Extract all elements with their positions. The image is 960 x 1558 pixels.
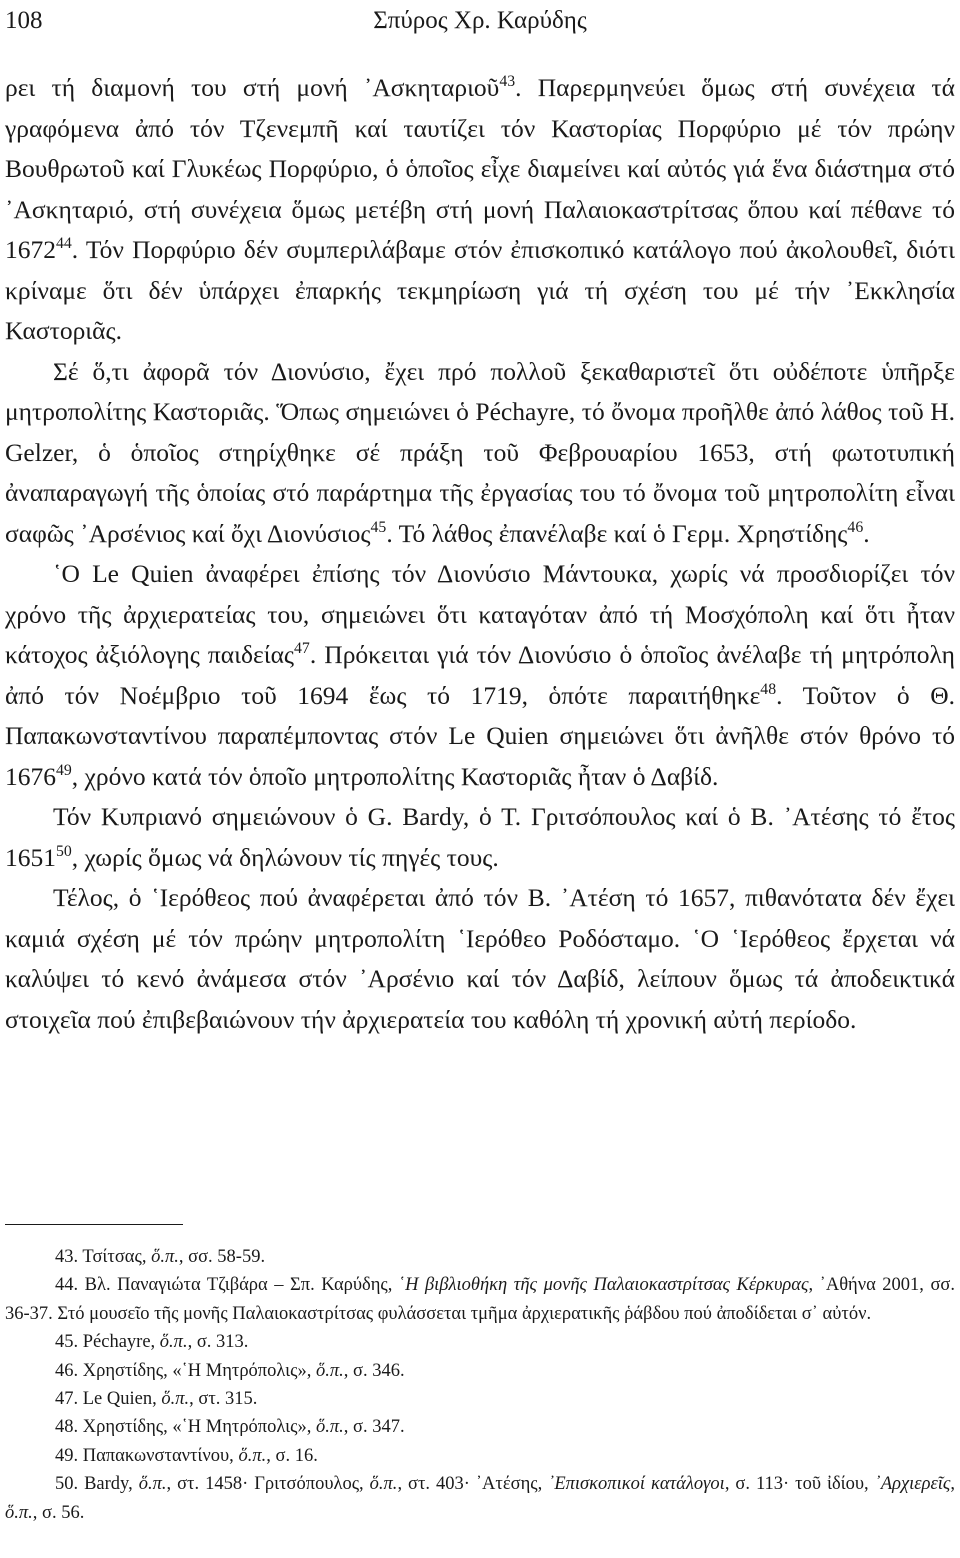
footnote: 47. Le Quien, ὅ.π., στ. 315. xyxy=(55,1389,258,1410)
footnote-separator xyxy=(5,1224,183,1225)
footnote-reference: 49 xyxy=(56,761,72,779)
italic-text: ὅ.π. xyxy=(238,1445,267,1466)
text-run: , χρόνο κατά τόν ὁποῖο μητροπολίτης Καστοριᾶς ἦταν ὁ Δαβίδ. xyxy=(71,761,719,791)
text-run: , στ. 1458· Γριτσόπουλος, xyxy=(166,1474,370,1495)
body-paragraph xyxy=(5,878,955,1040)
italic-text: ὅ.π. xyxy=(315,1417,344,1438)
footnote-number: 47 xyxy=(55,1389,74,1410)
text-run: Παπακωνσταντίνου, xyxy=(82,1445,239,1466)
footnote-number: 48 xyxy=(55,1417,74,1438)
italic-text: ῾Η βιβλιοθήκη τῆς μονῆς Παλαιοκαστρίτσας Κέρκυρας xyxy=(398,1275,809,1296)
italic-text: ὅ.π. xyxy=(159,1332,188,1353)
text-run: Χρηστίδης, «῾Η Μητρόπολις», xyxy=(82,1417,316,1438)
footnote-reference: 48 xyxy=(760,680,777,698)
italic-text: ὅ.π. xyxy=(151,1247,179,1267)
text-run: , σ. 346. xyxy=(343,1360,405,1381)
footnote-number: 43 xyxy=(55,1247,74,1267)
italic-text: ὅ.π. xyxy=(5,1502,33,1523)
text-run: ρει τή διαμονή του στή μονή ᾿Ασκηταριοῦ xyxy=(5,73,500,102)
running-head: Σπύρος Χρ. Καρύδης xyxy=(373,7,587,34)
text-run: , στ. 315. xyxy=(189,1389,258,1410)
body-paragraph xyxy=(5,797,955,878)
footnote-number: 49 xyxy=(55,1445,74,1466)
text-run: Βλ. Παναγιώτα Τζιβάρα – Σπ. Καρύδης, xyxy=(84,1275,399,1296)
footnote-reference: 46 xyxy=(847,518,864,536)
footnote-reference: 44 xyxy=(56,235,72,253)
footnote: 46. Χρηστίδης, «῾Η Μητρόπολις», ὅ.π., σ. 346. xyxy=(55,1360,405,1381)
footnote-reference: 47 xyxy=(294,640,310,658)
text-run: . Τό λάθος ἐπανέλαβε καί ὁ Γερμ. Χρηστίδης xyxy=(386,518,848,548)
page-header xyxy=(5,4,955,38)
italic-text: ᾿Επισκοπικοί κατάλογοι xyxy=(548,1474,725,1495)
text-run: , στ. 403· ᾿Ατέσης, xyxy=(397,1474,549,1495)
text-run: , σ. 313. xyxy=(187,1332,249,1353)
footnote-number: 50 xyxy=(55,1474,74,1495)
italic-text: ὅ.π. xyxy=(161,1389,190,1410)
footnote: 44. Βλ. Παναγιώτα Τζιβάρα – Σπ. Καρύδης, ῾Η βιβλιοθήκη τῆς μονῆς Παλαιοκαστρίτσας Κέρκυρας, ᾿Αθήνα 2001, σσ. 36-37. Στό μουσεῖο τῆς μονῆς Παλαιοκαστρίτσας φυλάσσεται τμῆμα ἀρχιερατικῆς ῥάβδου πού ἀποδίδεται σ᾿ αὐτόν. xyxy=(5,1275,956,1324)
footnote: 48. Χρηστίδης, «῾Η Μητρόπολις», ὅ.π., σ. 347. xyxy=(55,1417,405,1438)
text-run: . xyxy=(863,518,870,548)
text-run: . Παρερμηνεύει ὅμως στή συνέχεια τά γραφόμενα ἀπό τόν Τζενεμπῆ καί ταυτίζει τόν Καστορίας Πορφύριο μέ τόν πρώην Βουθρωτοῦ καί Γλυκέως Πορφύριο, ὁ ὁποῖος εἶχε διαμείνει καί αὐτός γιά ἕνα διάστημα στό ᾿Ασκηταριό, στή συνέχεια ὅμως μετέβη στή μονή Παλαιοκαστρίτσας ὅπου καί πέθανε τό 1672 xyxy=(5,73,956,264)
footnote-number: 45 xyxy=(55,1332,74,1353)
body-paragraph xyxy=(5,554,955,797)
text-run: Χρηστίδης, «῾Η Μητρόπολις», xyxy=(82,1360,316,1381)
footnote: 49. Παπακωνσταντίνου, ὅ.π., σ. 16. xyxy=(55,1445,318,1466)
footnote-number: 44 xyxy=(55,1275,74,1296)
italic-text: ὅ.π. xyxy=(138,1474,167,1495)
text-run: , χωρίς ὅμως νά δηλώνουν τίς πηγές τους. xyxy=(71,842,499,872)
text-run: . Τόν Πορφύριο δέν συμπεριλάβαμε στόν ἐπισκοπικό κατάλογο πού ἀκολουθεῖ, διότι κρίναμε ὅτι δέν ὑπάρχει ἐπαρκής τεκμηρίωση γιά τή σχέση του μέ τήν ᾿Εκκλησία Καστοριᾶς. xyxy=(5,235,955,345)
footnote-reference: 43 xyxy=(499,73,516,91)
italic-text: ᾿Αρχιερεῖς xyxy=(874,1474,951,1495)
text-run: . Τοῦτον ὁ Θ. Παπακωνσταντίνου παραπέμποντας στόν Le Quien σημειώνει ὅτι ἀνῆλθε στόν θρόνο τό 1676 xyxy=(5,680,955,791)
italic-text: ὅ.π. xyxy=(369,1474,398,1495)
text-run: . Πρόκειται γιά τόν Διονύσιο ὁ ὁποῖος ἀνέλαβε τή μητρόπολη ἀπό τόν Νοέμβριο τοῦ 1694 ἕως τό 1719, ὁπότε παραιτήθηκε xyxy=(5,640,955,710)
body-paragraph xyxy=(5,352,955,555)
text-run: Τέλος, ὁ ῾Ιερόθεος πού ἀναφέρεται ἀπό τόν Β. ᾿Ατέση τό 1657, πιθανότατα δέν ἔχει καμιά σχέση μέ τόν πρώην μητροπολίτη ῾Ιερόθεο Ροδόσταμο. ῾Ο ῾Ιερόθεος ἔρχεται νά καλύψει τό κενό ἀνάμεσα στόν ᾿Αρσένιο καί τόν Δαβίδ, λείπουν ὅμως τά ἀποδεικτικά στοιχεῖα πού ἐπιβεβαιώνουν τήν ἀρχιερατεία του καθόλη τή χρονική αὐτή περίοδο. xyxy=(5,883,955,1034)
text-run: , σσ. 58-59. xyxy=(178,1247,266,1267)
footnotes xyxy=(5,1243,955,1527)
text-run: , xyxy=(950,1474,956,1495)
footnote: 45. Péchayre, ὅ.π., σ. 313. xyxy=(55,1332,249,1353)
main-text xyxy=(5,68,955,1040)
footnote-reference: 50 xyxy=(56,842,72,860)
body-paragraph xyxy=(5,68,955,352)
text-run: , ᾿Αθήνα 2001, σσ. 36-37. Στό μουσεῖο τῆς μονῆς Παλαιοκαστρίτσας φυλάσσεται τμῆμα ἀρχιερατικῆς ῥάβδου πού ἀποδίδεται σ᾿ αὐτόν. xyxy=(5,1275,956,1324)
text-run: Péchayre, xyxy=(82,1332,160,1353)
text-run: , σ. 16. xyxy=(266,1445,318,1466)
footnote: 43. Τσίτσας, ὅ.π., σσ. 58-59. xyxy=(55,1247,266,1267)
text-run: Τόν Κυπριανό σημειώνουν ὁ G. Bardy, ὁ Τ. Γριτσόπουλος καί ὁ Β. ᾿Ατέσης τό ἔτος 1651 xyxy=(5,802,955,872)
footnote-reference: 45 xyxy=(370,518,387,536)
text-run: Σέ ὅ,τι ἀφορᾶ τόν Διονύσιο, ἔχει πρό πολλοῦ ξεκαθαριστεῖ ὅτι οὐδέποτε ὑπῆρξε μητροπολίτης Καστοριᾶς. Ὅπως σημειώνει ὁ Péchayre, τό ὄνομα προῆλθε ἀπό λάθος τοῦ H. Gelzer, ὁ ὁποῖος στηρίχθηκε σέ πράξη τοῦ Φεβρουαρίου 1653, στή φωτοτυπική ἀναπαραγωγή τῆς ὁποίας στό παράρτημα τῆς ἐργασίας του τό ὄνομα τοῦ μητροπολίτη εἶναι σαφῶς ᾿Αρσένιος καί ὄχι Διονύσιος xyxy=(5,356,955,548)
footnote: 50. Bardy, ὅ.π., στ. 1458· Γριτσόπουλος, ὅ.π., στ. 403· ᾿Ατέσης, ᾿Επισκοπικοί κατάλογοι, σ. 113· τοῦ ἰδίου, ᾿Αρχιερεῖς, ὅ.π., σ. 56. xyxy=(5,1474,956,1523)
text-run: Bardy, xyxy=(84,1474,139,1495)
text-run: , σ. 113· τοῦ ἰδίου, xyxy=(724,1474,875,1495)
text-run: Le Quien, xyxy=(82,1389,162,1410)
text-run: , σ. 347. xyxy=(343,1417,405,1438)
text-run: ῾Ο Le Quien ἀναφέρει ἐπίσης τόν Διονύσιο Μάντουκα, χωρίς νά προσδιορίζει τόν χρόνο τῆς ἀρχιερατείας του, σημειώνει ὅτι καταγόταν ἀπό τή Μοσχόπολη καί ὅτι ἦταν κάτοχος ἀξιόλογης παιδείας xyxy=(5,559,955,669)
italic-text: ὅ.π. xyxy=(315,1360,344,1381)
page-number: 108 xyxy=(5,7,43,34)
text-run: , σ. 56. xyxy=(32,1502,85,1523)
footnote-number: 46 xyxy=(55,1360,74,1381)
text-run: Τσίτσας, xyxy=(82,1247,152,1267)
